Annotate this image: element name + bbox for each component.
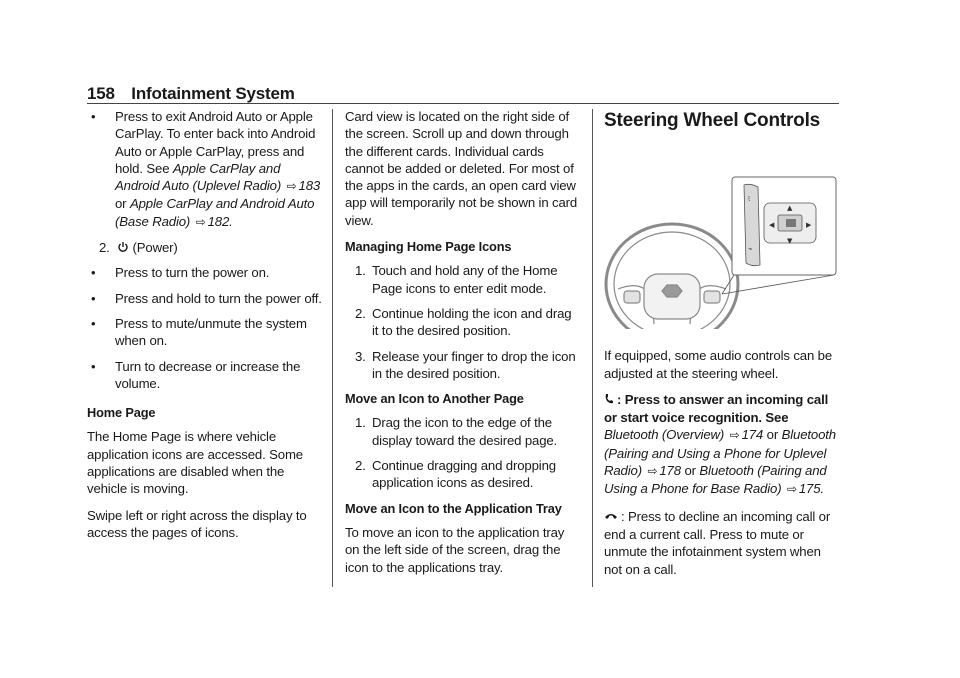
list-item: 2. Continue dragging and dropping application icons as desired. bbox=[355, 458, 556, 491]
card-view-paragraph: Card view is located on the right side of the screen. Scroll up and down through the different cards. Individual cards cannot be added or deleted. For most of the apps in the cards, an open card view app will temporarily not be shown in card view. bbox=[345, 109, 578, 228]
xref-link[interactable]: Bluetooth (Pairing and Using a Phone for Base Radio) bbox=[604, 463, 827, 497]
svg-text:▶: ▶ bbox=[806, 221, 812, 230]
page-title: Infotainment System bbox=[131, 84, 295, 103]
list-item: • Press to turn the power on. bbox=[87, 264, 323, 281]
steering-wheel-illustration bbox=[604, 139, 840, 329]
column-divider-1 bbox=[332, 109, 333, 587]
item-power: 2. (Power) bbox=[99, 240, 178, 256]
page-ref-arrow-icon: ⇨ bbox=[647, 464, 658, 479]
home-page-paragraph: Swipe left or right across the display to access the pages of icons. bbox=[87, 507, 307, 540]
column-2 bbox=[345, 108, 581, 585]
voice-call-icon bbox=[604, 392, 614, 409]
list-item: 3. Release your finger to drop the icon in the desired position. bbox=[355, 348, 576, 381]
page-header bbox=[87, 84, 295, 104]
xref-link[interactable]: Bluetooth (Overview) bbox=[604, 427, 725, 443]
decline-call-paragraph: : Press to decline an incoming call or end a current call. Press to mute or unmute the infotainment system when not on a call. bbox=[604, 508, 831, 577]
xref-link[interactable]: Bluetooth (Pairing and Using a Phone for Uplevel Radio) bbox=[604, 427, 836, 479]
xref-link[interactable]: Apple CarPlay and Android Auto (Uplevel Radio) bbox=[115, 160, 282, 194]
page-ref-arrow-icon: ⇨ bbox=[195, 214, 206, 229]
move-icon-heading: Move an Icon to Another Page bbox=[345, 391, 524, 407]
svg-text:▲: ▲ bbox=[787, 204, 793, 213]
tray-paragraph: To move an icon to the application tray on the left side of the screen, drag the icon to the applications tray. bbox=[345, 524, 565, 575]
column-divider-2 bbox=[592, 109, 593, 587]
tray-heading: Move an Icon to the Application Tray bbox=[345, 500, 562, 516]
svg-text:▼: ▼ bbox=[787, 237, 793, 246]
section-title: Steering Wheel Controls bbox=[604, 110, 821, 131]
bullet-exit-carplay: • Press to exit Android Auto or Apple CarPlay. To enter back into Android Auto or Apple CarPlay, press and hold. See Apple CarPlay and Android Auto (Uplevel Radio) ⇨ 183 or Apple CarPlay and Android Auto (Base Radio) ⇨ 182. bbox=[87, 108, 323, 231]
xref-page[interactable]: 175. bbox=[798, 481, 824, 497]
page-number: 158 bbox=[87, 84, 115, 103]
svg-text:⌁: ⌁ bbox=[748, 245, 753, 254]
page-ref-arrow-icon: ⇨ bbox=[286, 179, 297, 194]
list-item: • Press and hold to turn the power off. bbox=[87, 290, 323, 307]
column-3 bbox=[604, 108, 840, 587]
list-item: 1. Drag the icon to the edge of the display toward the desired page. bbox=[355, 415, 558, 448]
answer-call-paragraph: : Press to answer an incoming call or start voice recognition. See Bluetooth (Overview) ⇨ 174 or Bluetooth (Pairing and Using a Phone for Uplevel Radio) ⇨ 178 or Bluetooth (Pairing and Using a Phone for Base Radio) ⇨ 175. bbox=[604, 391, 836, 497]
svg-text:◀: ◀ bbox=[769, 221, 775, 230]
header-rule bbox=[87, 103, 839, 104]
list-item: 1. Touch and hold any of the Home Page icons to enter edit mode. bbox=[355, 263, 558, 296]
managing-icons-heading: Managing Home Page Icons bbox=[345, 239, 512, 255]
xref-page[interactable]: 183 bbox=[298, 178, 321, 194]
intro-paragraph: If equipped, some audio controls can be adjusted at the steering wheel. bbox=[604, 348, 833, 381]
list-item: • Turn to decrease or increase the volume. bbox=[87, 358, 323, 393]
list-item: 2. Continue holding the icon and drag it to the desired position. bbox=[355, 305, 572, 339]
list-item: • Press to mute/unmute the system when on. bbox=[87, 315, 323, 350]
home-page-paragraph: The Home Page is where vehicle application icons are accessed. Some applications are disabled when the vehicle is moving. bbox=[87, 429, 303, 497]
column-1 bbox=[87, 108, 323, 550]
page-ref-arrow-icon: ⇨ bbox=[729, 428, 740, 443]
svg-text:ﾐ: ﾐ bbox=[747, 195, 751, 204]
end-call-icon bbox=[604, 509, 618, 526]
xref-page[interactable]: 174 bbox=[741, 427, 764, 443]
home-page-heading: Home Page bbox=[87, 405, 156, 421]
xref-page[interactable]: 178 bbox=[659, 463, 681, 479]
power-icon bbox=[117, 240, 133, 255]
page-ref-arrow-icon: ⇨ bbox=[786, 482, 797, 497]
xref-page[interactable]: 182. bbox=[207, 213, 233, 229]
xref-link[interactable]: Apple CarPlay and Android Auto (Base Radio) bbox=[115, 196, 315, 229]
